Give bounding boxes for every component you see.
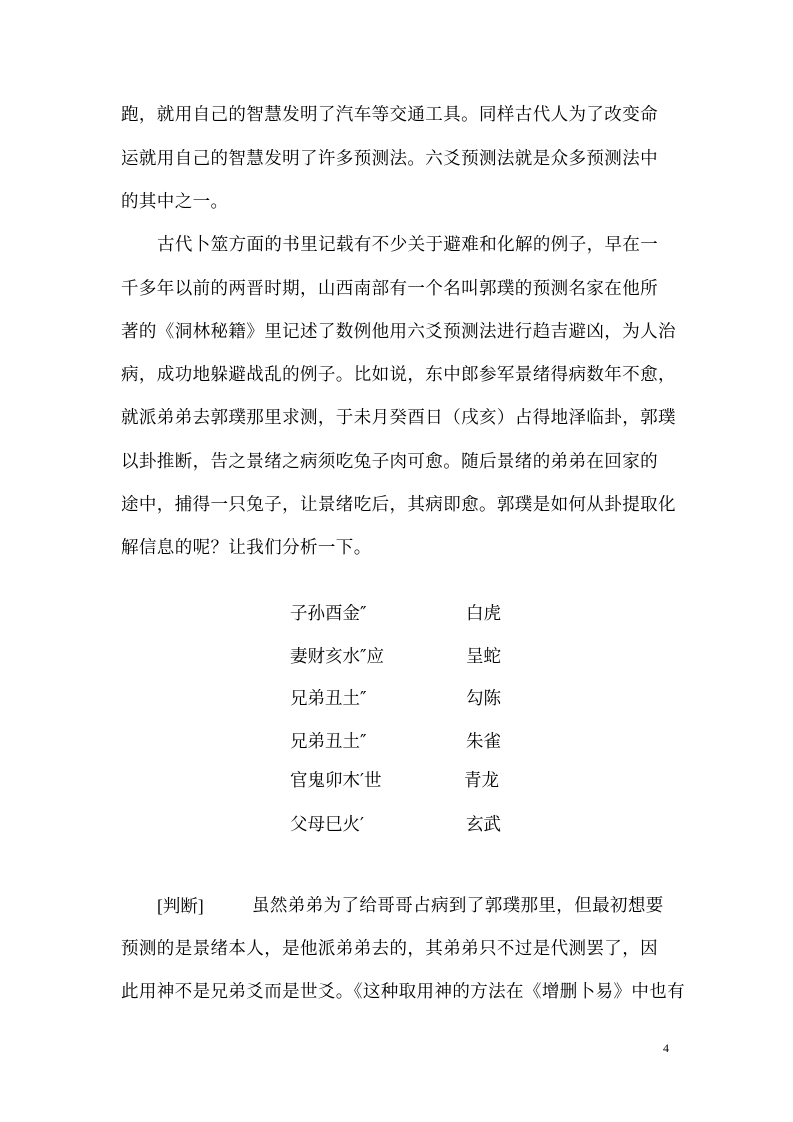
paragraph2-line-5: 就派弟弟去郭璞那里求测，于未月癸酉日（戌亥）占得地泽临卦，郭璞	[121, 408, 676, 428]
paragraph1-line-1: 跑，就用自己的智慧发明了汽车等交通工具。同样古代人为了改变命	[121, 105, 658, 125]
paragraph2-line-3: 著的《洞林秘籍》里记述了数例他用六爻预测法进行趋吉避凶，为人治	[121, 322, 676, 342]
hexagram-row	[290, 686, 550, 712]
hexagram-row	[290, 729, 550, 755]
six-spirit-label: 呈蛇	[466, 647, 501, 667]
judgment-line-3: 此用神不是兄弟爻而是世爻。《这种取用神的方法在《增删卜易》中也有	[121, 982, 686, 1002]
hexagram-row	[290, 768, 550, 794]
judgment-line-1: 虽然弟弟为了给哥哥占病到了郭璞那里，但最初想要	[252, 896, 664, 916]
hexagram-row	[290, 812, 550, 838]
six-spirit-label: 白虎	[466, 604, 501, 624]
paragraph2-line-6: 以卦推断，告之景绪之病须吃兔子肉可愈。随后景绪的弟弟在回家的	[121, 452, 658, 472]
yao-label: 妻财亥水″应	[290, 647, 385, 667]
yao-label: 官鬼卯木′世	[290, 771, 382, 791]
yao-label: 兄弟丑土″	[290, 732, 367, 752]
hexagram-row	[290, 601, 550, 627]
paragraph2-line-2: 千多年以前的两晋时期，山西南部有一个名叫郭璞的预测名家在他所	[121, 279, 658, 299]
paragraph2-line-4: 病，成功地躲避战乱的例子。比如说，东中郎参军景绪得病数年不愈，	[121, 365, 676, 385]
yao-label: 父母巳火′	[290, 815, 364, 835]
judgment-label: [判断]	[157, 896, 204, 916]
page-number: 4	[663, 1041, 669, 1055]
hexagram-row	[290, 644, 550, 670]
paragraph1-line-2: 运就用自己的智慧发明了许多预测法。六爻预测法就是众多预测法中	[121, 149, 658, 169]
paragraph2-line-7: 途中，捕得一只兔子，让景绪吃后，其病即愈。郭璞是如何从卦提取化	[121, 495, 676, 515]
paragraph2-line-8: 解信息的呢？让我们分析一下。	[121, 538, 372, 558]
paragraph1-line-3: 的其中之一。	[121, 192, 229, 212]
yao-label: 兄弟丑土″	[290, 689, 367, 709]
six-spirit-label: 勾陈	[466, 689, 501, 709]
paragraph2-line-1: 古代卜筮方面的书里记载有不少关于避难和化解的例子，早在一	[157, 235, 659, 255]
six-spirit-label: 朱雀	[466, 732, 501, 752]
six-spirit-label: 青龙	[464, 771, 499, 791]
yao-label: 子孙酉金″	[290, 604, 367, 624]
judgment-line-2: 预测的是景绪本人，是他派弟弟去的，其弟弟只不过是代测罢了，因	[121, 939, 658, 959]
six-spirit-label: 玄武	[466, 815, 501, 835]
